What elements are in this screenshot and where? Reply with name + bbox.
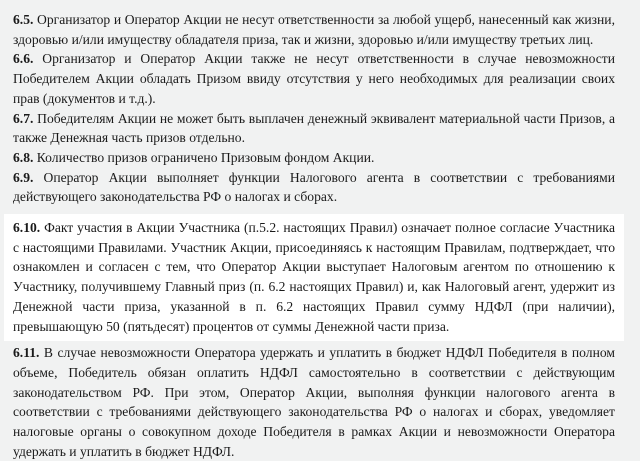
clause-6-5: [12, 10, 616, 49]
clause-6-6: [12, 49, 616, 108]
clause-text: В случае невозможности Оператора удержать и уплатить в бюджет НДФЛ Победителя в полном объеме, Победитель обязан оплатить НДФЛ самостоятельно в соответствии с действующим законодательством РФ. При этом, Оператор Акции, выполняя функции налогового агента в соответствии с требованиями действующего законодательства РФ о налогах и сборах, уведомляет налоговые органы о совокупном доходе Победителя в рамках Акции и невозможности Оператора удержать и уплатить в бюджет НДФЛ.: [13, 345, 615, 459]
clause-text: Организатор и Оператор Акции также не несут ответственности в случае невозможности Победителем Акции обладать Призом ввиду отсутствия у него необходимых для реализации своих прав (документов и т.д.).: [13, 51, 615, 106]
document-body: [12, 10, 616, 461]
clause-6-7: [12, 109, 616, 148]
clause-number: 6.10.: [13, 220, 41, 236]
clause-6-11: [12, 343, 616, 461]
clause-number: 6.9.: [13, 169, 34, 185]
clause-6-10-highlighted: [4, 214, 624, 341]
clause-6-8: [12, 148, 616, 168]
clause-text: Организатор и Оператор Акции не несут ответственности за любой ущерб, нанесенный как жизни, здоровью и/или имуществу обладателя приза, так и жизни, здоровью и/или имуществу третьих лиц.: [13, 12, 615, 47]
clause-text: Победителям Акции не может быть выплачен денежный эквивалент материальной части Призов, а также Денежная часть призов отдельно.: [13, 110, 615, 146]
clause-number: 6.8.: [13, 149, 34, 165]
clause-text: Факт участия в Акции Участника (п.5.2. настоящих Правил) означает полное согласие Участника с настоящими Правилами. Участник Акции, присоединяясь к настоящим Правилам, подтверждает, что ознакомлен и согласен с тем, что Оператор Акции выступает Налоговым агентом по отношению к Участнику, получившему Главный приз (п. 6.2 настоящих Правил) и, как Налоговый агент, удержит из Денежной части приза, указанной в п. 6.2 настоящих Правил сумму НДФЛ (при наличии), превышающую 50 (пятьдесят) процентов от суммы Денежной части приза.: [13, 220, 615, 334]
clause-number: 6.5.: [13, 12, 34, 27]
clause-text: Оператор Акции выполняет функции Налогового агента в соответствии с требованиями действующего законодательства РФ о налогах и сборах.: [13, 169, 615, 205]
clause-number: 6.11.: [13, 345, 40, 361]
clause-6-9: [12, 168, 616, 207]
clause-text: Количество призов ограничено Призовым фондом Акции.: [33, 149, 375, 165]
clause-number: 6.6.: [13, 51, 34, 67]
clause-number: 6.7.: [13, 110, 34, 126]
